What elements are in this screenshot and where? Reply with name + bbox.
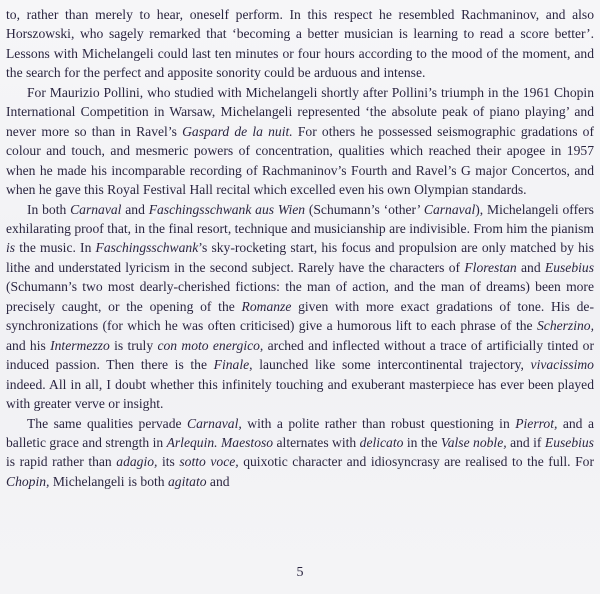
text-run: and: [516, 259, 545, 275]
italic-text: vivacissimo: [530, 357, 594, 373]
italic-text: Finale: [213, 357, 250, 373]
text-run: with a polite rather than robust questioning in: [241, 415, 516, 431]
text-run: indeed. All in all, I doubt whether this infinitely touching and exuberant masterpiece has ever been played with greater verve or insight.: [6, 376, 594, 412]
italic-text: sotto voce,: [179, 454, 239, 470]
text-run: , arched and inflected without a trace of artificially tinted or induced passion. Then there is the: [6, 337, 594, 373]
text-run: quixotic character and idiosyncrasy are realised to the full. For: [238, 454, 594, 470]
text-run: (Schumann’s ‘other’: [305, 201, 424, 217]
italic-text: agitato: [168, 473, 207, 489]
text-run: its: [157, 454, 180, 470]
paragraph-2: [6, 83, 594, 200]
italic-text: Arlequin. Maestoso: [166, 434, 274, 450]
italic-text: Carnaval: [70, 201, 122, 217]
body-text: [6, 5, 594, 491]
italic-text: delicato: [359, 434, 404, 450]
text-run: ), Michelangeli offers exhilarating proof that, in the final resort, technique and musicianship are indivisible. From him the pianism: [6, 201, 594, 236]
italic-text: con moto energico: [157, 337, 260, 353]
text-run: alternates with: [273, 434, 360, 450]
italic-text: adagio,: [116, 454, 158, 470]
text-run: is truly: [109, 337, 158, 353]
text-run: For Maurizio Pollini, who studied with Michelangeli shortly after Pollini’s triumph in the 1961 Chopin International Competition in Warsaw, Michelangeli represented ‘the absolute peak of piano playing’ and never more so than in Ravel’s: [6, 84, 594, 139]
italic-text: Scherzino,: [536, 318, 594, 334]
paragraph-1: [6, 5, 594, 83]
text-run: and his: [6, 337, 51, 353]
italic-text: Chopin,: [6, 473, 50, 489]
italic-text: Pierrot,: [515, 415, 558, 431]
text-run: and a balletic grace and strength in: [6, 415, 594, 450]
italic-text: Faschingsschwank aus Wien: [148, 201, 306, 217]
text-run: and if: [506, 434, 545, 450]
italic-text: Carnaval: [423, 201, 476, 217]
italic-text: Romanze: [241, 298, 292, 314]
italic-text: Gaspard de la nuit.: [182, 123, 293, 139]
text-run: In both: [27, 201, 71, 217]
italic-text: Valse noble,: [440, 434, 507, 450]
text-run: For others he possessed seismographic gradations of colour and touch, and mesmeric powers of concentration, qualities which reached their apogee in 1957 when he made his incomparable recording of Rachmaninov’s Fourth and Ravel’s G major Concertos, and when he gave this Royal Festival Hall recital which excelled even his own Olympian standards.: [6, 123, 594, 198]
text-run: (Schumann’s two most dearly-cherished fictions: the man of action, and the man of dreams) been more precisely caught, or the opening of the: [6, 279, 594, 314]
text-run: ’s sky-rocketing start, his focus and propulsion are only matched by his lithe and understated lyricism in the second subject. Rarely have the characters of: [6, 240, 594, 275]
text-run: the music. In: [15, 240, 96, 256]
italic-text: is: [6, 240, 16, 256]
text-run: is rapid rather than: [6, 454, 117, 470]
italic-text: Intermezzo: [50, 337, 110, 353]
italic-text: Eusebius: [544, 259, 594, 275]
italic-text: Eusebius: [544, 434, 594, 450]
text-run: and: [121, 201, 149, 217]
text-run: The same qualities pervade: [27, 415, 188, 431]
paragraph-3: [6, 200, 594, 414]
text-run: Michelangeli is both: [49, 473, 168, 489]
paragraph-4: [6, 414, 594, 492]
text-run: and: [206, 473, 230, 489]
text-run: in the: [403, 434, 441, 450]
text-run: to, rather than merely to hear, oneself perform. In this respect he resembled Rachmaninov, and also Horszowski, who sagely remarked that ‘becoming a better musician is learning to read a score better’. Lessons with Michelangeli could last ten minutes or four hours according to the mood of the moment, and the search for the perfect and apposite sonority could be arduous and intense.: [6, 7, 594, 81]
text-run: given with more exact gradations of tone. His de-synchronizations (for which he was often criticised) give a humorous lift to each phrase of the: [6, 298, 594, 334]
page-number: 5: [296, 565, 304, 580]
italic-text: Florestan: [464, 259, 517, 275]
italic-text: Carnaval,: [187, 415, 242, 431]
italic-text: Faschingsschwank: [95, 240, 199, 256]
text-run: , launched like some intercontinental trajectory,: [249, 357, 531, 373]
